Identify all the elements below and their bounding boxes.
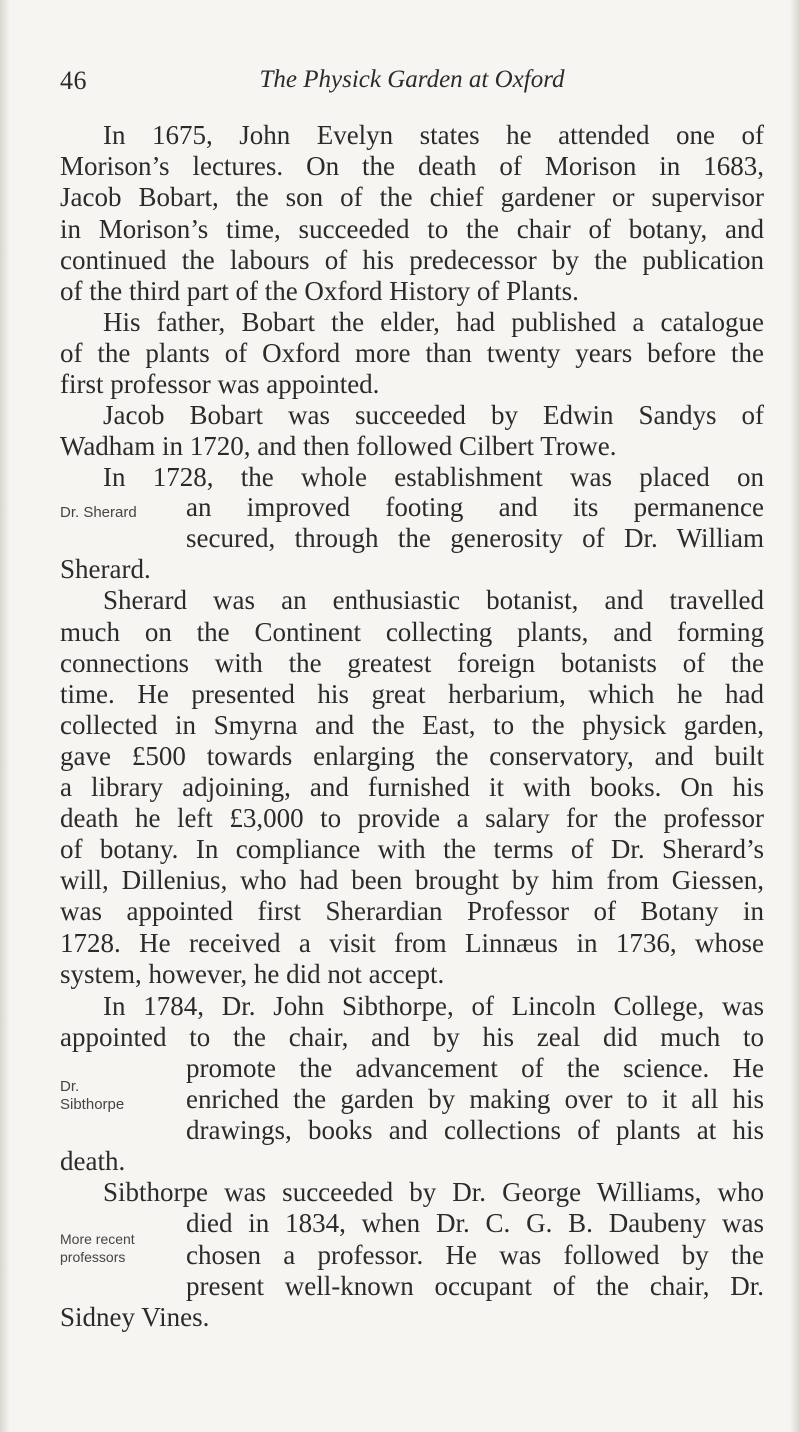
text-line: died in 1834, when Dr. C. G. B. Daubeny was <box>186 1208 764 1238</box>
text-line: gave £500 towards enlarging the conservatory, and built <box>60 741 764 771</box>
text-line: death he left £3,000 to provide a salary for the professor <box>60 803 764 833</box>
page-header <box>60 66 764 106</box>
text-line: of botany. In compliance with the terms of Dr. Sherard’s <box>60 834 764 864</box>
margin-note-line: professors <box>60 1249 126 1265</box>
text-line: Morison’s lectures. On the death of Morison in 1683, <box>60 151 764 181</box>
text-line: Sherard. <box>60 554 151 584</box>
text-line: Sherard was an enthusiastic botanist, and travelled <box>103 585 764 615</box>
text-line: a library adjoining, and furnished it with books. On his <box>60 772 764 802</box>
margin-note-line: Dr. Sherard <box>60 504 137 521</box>
text-line: secured, through the generosity of Dr. William <box>186 523 764 553</box>
text-line: an improved footing and its permanence <box>186 492 764 522</box>
text-line: first professor was appointed. <box>60 369 380 399</box>
text-line: In 1675, John Evelyn states he attended one of <box>103 120 764 150</box>
text-line: Wadham in 1720, and then followed Cilbert Trowe. <box>60 431 617 461</box>
text-line: In 1784, Dr. John Sibthorpe, of Lincoln College, was <box>103 991 764 1021</box>
text-line: will, Dillenius, who had been brought by him from Giessen, <box>60 865 764 895</box>
text-line: In 1728, the whole establishment was placed on <box>103 462 764 492</box>
margin-note-professors <box>60 1230 135 1266</box>
text-line: collected in Smyrna and the East, to the physick garden, <box>60 710 764 740</box>
text-line: 1728. He received a visit from Linnæus in 1736, whose <box>60 928 764 958</box>
text-line: was appointed first Sherardian Professor of Botany in <box>60 896 764 926</box>
margin-note-sibthorpe <box>60 1078 124 1114</box>
text-line: time. He presented his great herbarium, which he had <box>60 679 764 709</box>
text-line: Sibthorpe was succeeded by Dr. George Williams, who <box>103 1177 764 1207</box>
page-number: 46 <box>60 66 87 95</box>
margin-note-sherard <box>60 504 137 522</box>
text-line: of the third part of the Oxford History of Plants. <box>60 276 579 306</box>
text-line: in Morison’s time, succeeded to the chair of botany, and <box>60 214 764 244</box>
text-line: promote the advancement of the science. He <box>186 1053 764 1083</box>
text-line: present well-known occupant of the chair, Dr. <box>186 1271 764 1301</box>
text-line: continued the labours of his predecessor by the publication <box>60 245 764 275</box>
text-line: Jacob Bobart, the son of the chief gardener or supervisor <box>60 182 764 212</box>
text-line: drawings, books and collections of plants at his <box>186 1115 764 1145</box>
text-line: of the plants of Oxford more than twenty years before the <box>60 338 764 368</box>
text-line: chosen a professor. He was followed by the <box>186 1240 764 1270</box>
text-line: His father, Bobart the elder, had published a catalogue <box>103 307 764 337</box>
text-line: enriched the garden by making over to it all his <box>186 1084 764 1114</box>
text-line: Jacob Bobart was succeeded by Edwin Sandys of <box>103 400 764 430</box>
page-right-edge <box>790 0 800 1432</box>
text-line: appointed to the chair, and by his zeal did much to <box>60 1022 764 1052</box>
text-line: connections with the greatest foreign botanists of the <box>60 648 764 678</box>
page-left-edge <box>0 0 10 1432</box>
text-line: Sidney Vines. <box>60 1302 210 1332</box>
text-line: much on the Continent collecting plants, and forming <box>60 617 764 647</box>
margin-note-line: Sibthorpe <box>60 1096 125 1113</box>
text-line: system, however, he did not accept. <box>60 959 445 989</box>
text-line: death. <box>60 1146 126 1176</box>
margin-note-line: Dr. <box>60 1078 80 1095</box>
running-head: The Physick Garden at Oxford <box>259 66 565 93</box>
margin-note-line: More recent <box>60 1231 135 1247</box>
